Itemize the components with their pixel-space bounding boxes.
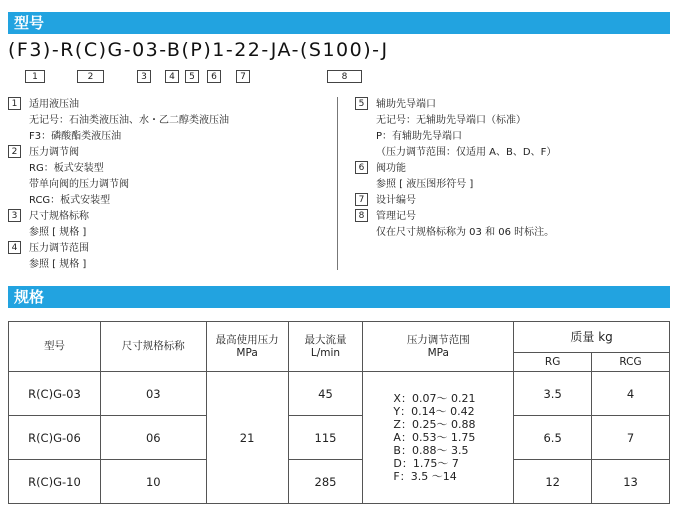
- cell-size: 03: [100, 372, 206, 416]
- spec-table: [8, 321, 670, 504]
- code-number-7: 7: [236, 70, 250, 83]
- code-legend-right: [355, 97, 556, 241]
- cell-model: R(C)G-06: [9, 416, 101, 460]
- legend-num-2: 2: [8, 145, 21, 158]
- cell-max-pressure: 21: [206, 372, 288, 504]
- legend-text: 设计编号: [376, 195, 416, 206]
- legend-text: 阀功能: [376, 163, 406, 174]
- cell-size: 10: [100, 460, 206, 504]
- legend-text: RG：板式安装型: [29, 163, 104, 174]
- code-number-8: 8: [327, 70, 362, 83]
- code-number-2: 2: [77, 70, 104, 83]
- legend-num-5: 5: [355, 97, 368, 110]
- model-section-header: 型号: [8, 12, 670, 34]
- legend-num-4: 4: [8, 241, 21, 254]
- legend-num-8: 8: [355, 209, 368, 222]
- legend-text: 无记号：石油类液压油、水・乙二醇类液压油: [29, 115, 229, 126]
- cell-pressure-range: X：0.07～ 0.21 Y：0.14～ 0.42 Z：0.25～ 0.88 A：0.53～ 1.75 B：0.88～ 3.5 D：1.75～ 7 F：3.5 ～14: [363, 372, 514, 504]
- legend-text: 辅助先导端口: [376, 99, 436, 110]
- legend-text: RCG：板式安装型: [29, 195, 111, 206]
- legend-num-3: 3: [8, 209, 21, 222]
- code-number-3: 3: [137, 70, 151, 83]
- legend-num-6: 6: [355, 161, 368, 174]
- cell-size: 06: [100, 416, 206, 460]
- header-max-pressure: 最高使用压力 MPa: [206, 322, 288, 372]
- legend-num-7: 7: [355, 193, 368, 206]
- legend-text: 无记号：无辅助先导端口（标准）: [376, 115, 526, 126]
- cell-mass-rcg: 13: [592, 460, 670, 504]
- header-size: 尺寸规格标称: [100, 322, 206, 372]
- model-code: (F3)-R(C)G-03-B(P)1-22-JA-(S100)-J: [8, 39, 389, 61]
- legend-text: P：有辅助先导端口: [376, 131, 463, 142]
- cell-mass-rg: 12: [514, 460, 592, 504]
- header-mass-rg: RG: [514, 353, 592, 372]
- legend-text: 适用液压油: [29, 99, 79, 110]
- cell-mass-rcg: 7: [592, 416, 670, 460]
- header-mass-rcg: RCG: [592, 353, 670, 372]
- cell-mass-rg: 6.5: [514, 416, 592, 460]
- cell-flow: 115: [288, 416, 363, 460]
- legend-text: 参照 [ 液压图形符号 ]: [376, 179, 474, 190]
- legend-divider: [337, 97, 338, 270]
- spec-section-header: 规格: [8, 286, 670, 308]
- header-pressure-range: 压力调节范围 MPa: [363, 322, 514, 372]
- legend-text: 尺寸规格标称: [29, 211, 89, 222]
- legend-text: 参照 [ 规格 ]: [29, 227, 87, 238]
- code-number-1: 1: [25, 70, 45, 83]
- code-legend-left: [8, 97, 229, 273]
- cell-flow: 45: [288, 372, 363, 416]
- legend-num-1: 1: [8, 97, 21, 110]
- legend-text: 管理记号: [376, 211, 416, 222]
- cell-model: R(C)G-10: [9, 460, 101, 504]
- header-mass: 质量 kg: [514, 322, 670, 353]
- code-number-6: 6: [207, 70, 221, 83]
- cell-model: R(C)G-03: [9, 372, 101, 416]
- legend-text: 仅在尺寸规格标称为 03 和 06 时标注。: [376, 227, 555, 238]
- legend-text: （压力调节范围：仅适用 A、B、D、F）: [376, 147, 557, 158]
- code-number-5: 5: [185, 70, 199, 83]
- legend-text: 压力调节阀: [29, 147, 79, 158]
- code-number-4: 4: [165, 70, 179, 83]
- header-max-flow: 最大流量 L/min: [288, 322, 363, 372]
- header-model: 型号: [9, 322, 101, 372]
- cell-mass-rcg: 4: [592, 372, 670, 416]
- legend-text: F3：磷酸酯类液压油: [29, 131, 122, 142]
- cell-flow: 285: [288, 460, 363, 504]
- legend-text: 参照 [ 规格 ]: [29, 259, 87, 270]
- legend-text: 压力调节范围: [29, 243, 89, 254]
- cell-mass-rg: 3.5: [514, 372, 592, 416]
- legend-text: 带单向阀的压力调节阀: [29, 179, 129, 190]
